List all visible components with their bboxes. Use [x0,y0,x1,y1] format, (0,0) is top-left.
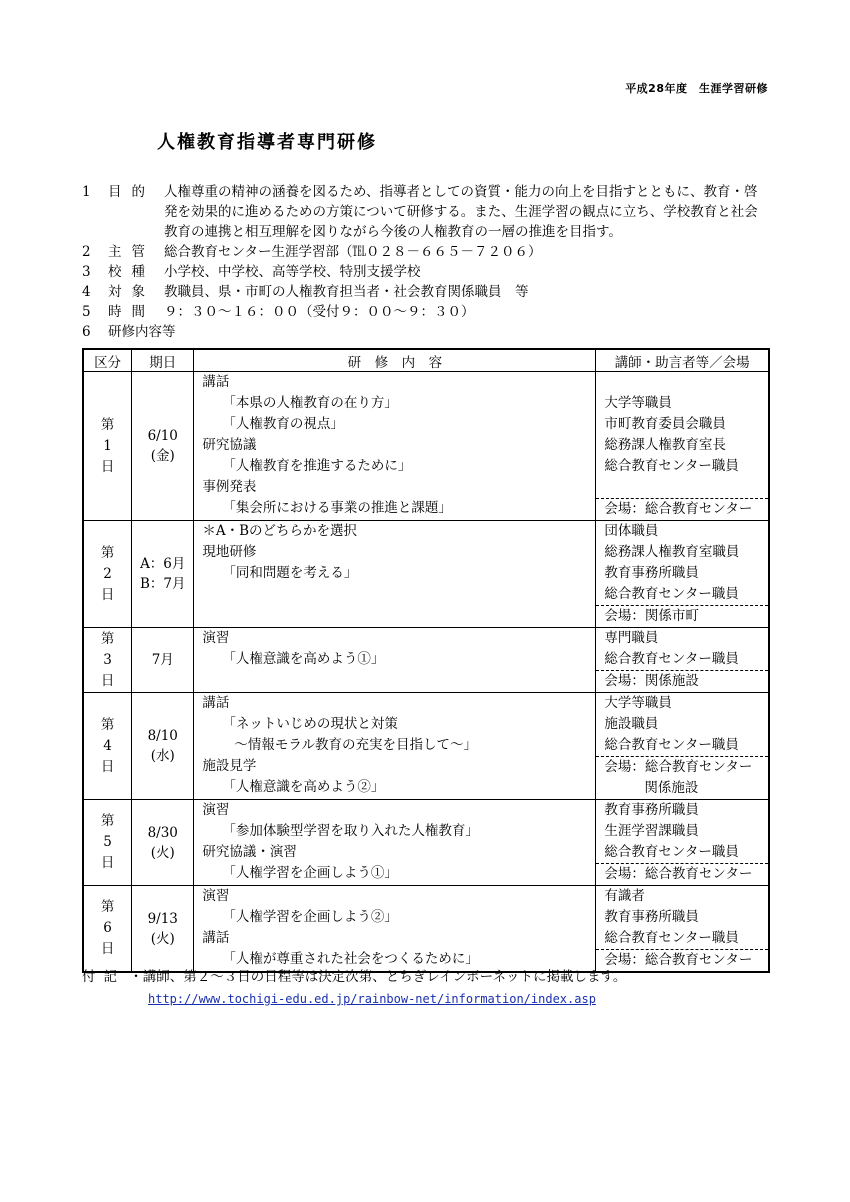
kubun-line: 6 [103,920,112,936]
content-cell [194,800,596,886]
content-line [194,670,595,691]
section-label: 対象 [108,284,155,300]
lecturer-line: 総合教育センター職員 [604,737,739,753]
content-line: 演習 [202,630,230,646]
header-kubun: 区分 [83,349,132,372]
lecturer-cell [596,628,769,693]
content-line: 講話 [202,374,230,390]
kubun-line: 第 [100,544,115,561]
lecturer-line: 総合教育センター職員 [604,651,739,667]
content-line: 「人権意識を高めよう①」 [222,651,385,667]
lecturer-cell [596,521,769,628]
lecturer-line: 大学等職員 [604,695,672,711]
date-line: 8/10 [147,728,178,744]
section-label: 主管 [108,244,155,260]
kubun-cell [83,693,132,800]
footer-note: ・講師、第２～３日の日程等は決定次第、とちぎレインボーネットに掲載します。 [129,969,627,985]
lecturer-line: 総務課人権教育室職員 [604,544,740,560]
section-time [82,302,772,322]
content-line: 研究協議・演習 [202,844,297,860]
date-line: 9/13 [147,910,178,927]
content-line: 研究協議 [202,437,257,453]
date-line: 8/30 [147,824,178,841]
header-content: 研 修 内 容 [194,349,596,372]
table-row [83,693,769,800]
content-cell [194,886,596,973]
content-line: 「同和問題を考える」 [222,565,358,581]
section-contents [82,322,772,342]
section-text [164,182,772,242]
venue-line: 会場：総合教育センター [596,949,768,971]
content-line: 「人権が尊重された社会をつくるために」 [222,951,479,967]
date-cell [132,521,194,628]
kubun-line: 第 [100,630,115,647]
content-line: 「人権意識を高めよう②」 [222,779,385,795]
content-line [194,605,595,626]
kubun-cell [83,628,132,693]
venue-line: 会場：関係施設 [596,670,768,692]
content-cell [194,372,596,521]
date-line: B：7月 [139,576,186,592]
content-line: ～情報モラル教育の充実を目指して～」 [234,737,477,753]
header-date: 期日 [132,349,194,372]
section-text: ９：３０～１６：００（受付９：００～９：３０） [164,304,475,320]
section-number: 3 [82,264,91,280]
date-line: A：6月 [140,556,186,572]
footer-link[interactable]: http://www.tochigi-edu.ed.jp/rainbow-net/information/index.asp [148,992,596,1006]
kubun-line: 日 [100,941,115,957]
lecturer-line [596,477,768,498]
kubun-line: 5 [103,834,112,850]
lecturer-cell [596,693,769,800]
date-line: (水) [150,748,175,764]
content-line: 現地研修 [202,544,257,560]
kubun-line: 第 [100,716,115,733]
content-line: ＊A・Bのどちらかを選択 [202,523,358,539]
lecturer-line: 専門職員 [604,630,659,646]
schedule-body [83,372,769,973]
lecturer-line: 総合教育センター職員 [604,930,739,946]
content-line: 演習 [202,888,230,904]
header-lecturer: 講師・助言者等／会場 [596,349,769,372]
kubun-line: 第 [100,899,115,915]
section-purpose [82,182,772,242]
kubun-cell [83,886,132,973]
content-line: 「人権学習を企画しよう②」 [222,909,398,925]
content-cell [194,693,596,800]
lecturer-line: 総合教育センター職員 [604,586,739,602]
section-text: 小学校、中学校、高等学校、特別支援学校 [164,264,421,280]
lecturer-line: 施設職員 [604,716,659,732]
date-cell [132,800,194,886]
date-line: (火) [150,930,175,947]
page-title: 人権教育指導者専門研修 [157,132,377,153]
content-line: 「人権学習を企画しよう①」 [222,865,398,881]
kubun-line: 日 [100,758,115,775]
venue-line: 関係施設 [644,780,699,796]
lecturer-line: 総務課人権教育室長 [604,437,726,453]
section-label: 校種 [108,264,155,280]
lecturer-line: 総合教育センター職員 [604,844,739,860]
date-line: 6/10 [147,428,178,444]
content-line [194,584,595,605]
venue-line: 会場：総合教育センター [596,498,768,520]
section-number: 2 [82,244,91,260]
content-line: 「ネットいじめの現状と対策 [222,716,398,732]
section-number: 6 [82,324,91,340]
lecturer-line: 有識者 [604,888,645,904]
kubun-line: 日 [100,672,115,689]
lecturer-cell [596,800,769,886]
content-line: 「集会所における事業の推進と課題」 [222,500,452,516]
section-number: 1 [82,184,91,200]
sections [82,182,772,342]
kubun-line: 4 [103,737,112,754]
header-note: 平成28年度 生涯学習研修 [625,82,768,95]
content-line: 講話 [202,695,230,711]
kubun-cell [83,521,132,628]
date-cell [132,372,194,521]
section-organizer [82,242,772,262]
content-line: 事例発表 [202,479,257,495]
lecturer-line: 教育事務所職員 [604,909,699,925]
kubun-line: 3 [103,651,112,668]
kubun-line: 日 [100,855,115,871]
kubun-line: 2 [103,565,112,582]
kubun-line: 日 [100,586,115,603]
section-text-line: 発を効果的に進めるための方策について研修する。また、生涯学習の観点に立ち、学校教育と社会 [164,204,758,220]
lecturer-line: 総合教育センター職員 [604,458,739,474]
lecturer-cell [596,372,769,521]
section-text: 総合教育センター生涯学習部（℡０２８－６６５－７２０６） [164,244,542,260]
section-label: 目的 [108,184,155,200]
content-cell [194,521,596,628]
table-row [83,521,769,628]
lecturer-line: 生涯学習課職員 [604,823,699,839]
lecturer-cell [596,886,769,973]
lecturer-line: 教育事務所職員 [604,565,699,581]
date-line: (火) [150,844,175,861]
kubun-line: 日 [100,458,115,475]
section-text: 教職員、県・市町の人権教育担当者・社会教育関係職員 等 [164,284,529,300]
date-line: 7月 [151,652,174,668]
content-line: 講話 [202,930,230,946]
table-row [83,628,769,693]
footer-label: 付記 [82,969,125,985]
content-line: 「人権教育の視点」 [222,416,344,432]
kubun-line: 第 [100,813,115,829]
section-text-line: 教育の連携と相互理解を図りながら今後の人権教育の一層の推進を目指す。 [164,224,622,240]
content-line: 施設見学 [202,758,257,774]
content-line: 演習 [202,802,230,818]
date-cell [132,886,194,973]
venue-line: 会場：関係市町 [596,605,768,627]
kubun-line: 1 [103,437,112,454]
schedule-table [82,348,770,973]
section-number: 4 [82,284,91,300]
section-text-line: 人権尊重の精神の涵養を図るため、指導者としての資質・能力の向上を目指すとともに、教育・啓 [164,184,758,200]
section-label: 時間 [108,304,155,320]
date-line: (金) [150,448,175,464]
kubun-line: 第 [100,416,115,433]
venue-line: 会場：総合教育センター [596,863,768,885]
section-number: 5 [82,304,91,320]
lecturer-line [596,372,768,393]
date-cell [132,628,194,693]
lecturer-line: 市町教育委員会職員 [604,416,726,432]
content-line: 「人権教育を推進するために」 [222,458,412,474]
kubun-cell [83,800,132,886]
date-cell [132,693,194,800]
content-line: 「参加体験型学習を取り入れた人権教育」 [222,823,479,839]
footer [82,966,627,1006]
content-line: 「本県の人権教育の在り方」 [222,395,398,411]
table-header-row [83,349,769,372]
table-row [83,372,769,521]
section-label: 研修内容等 [108,324,176,340]
lecturer-line: 団体職員 [604,523,659,539]
lecturer-line: 大学等職員 [604,395,672,411]
section-target [82,282,772,302]
table-row [83,886,769,973]
content-cell [194,628,596,693]
table-row [83,800,769,886]
lecturer-line: 教育事務所職員 [604,802,699,818]
kubun-cell [83,372,132,521]
venue-line: 会場：総合教育センター [596,756,768,778]
section-school-type [82,262,772,282]
